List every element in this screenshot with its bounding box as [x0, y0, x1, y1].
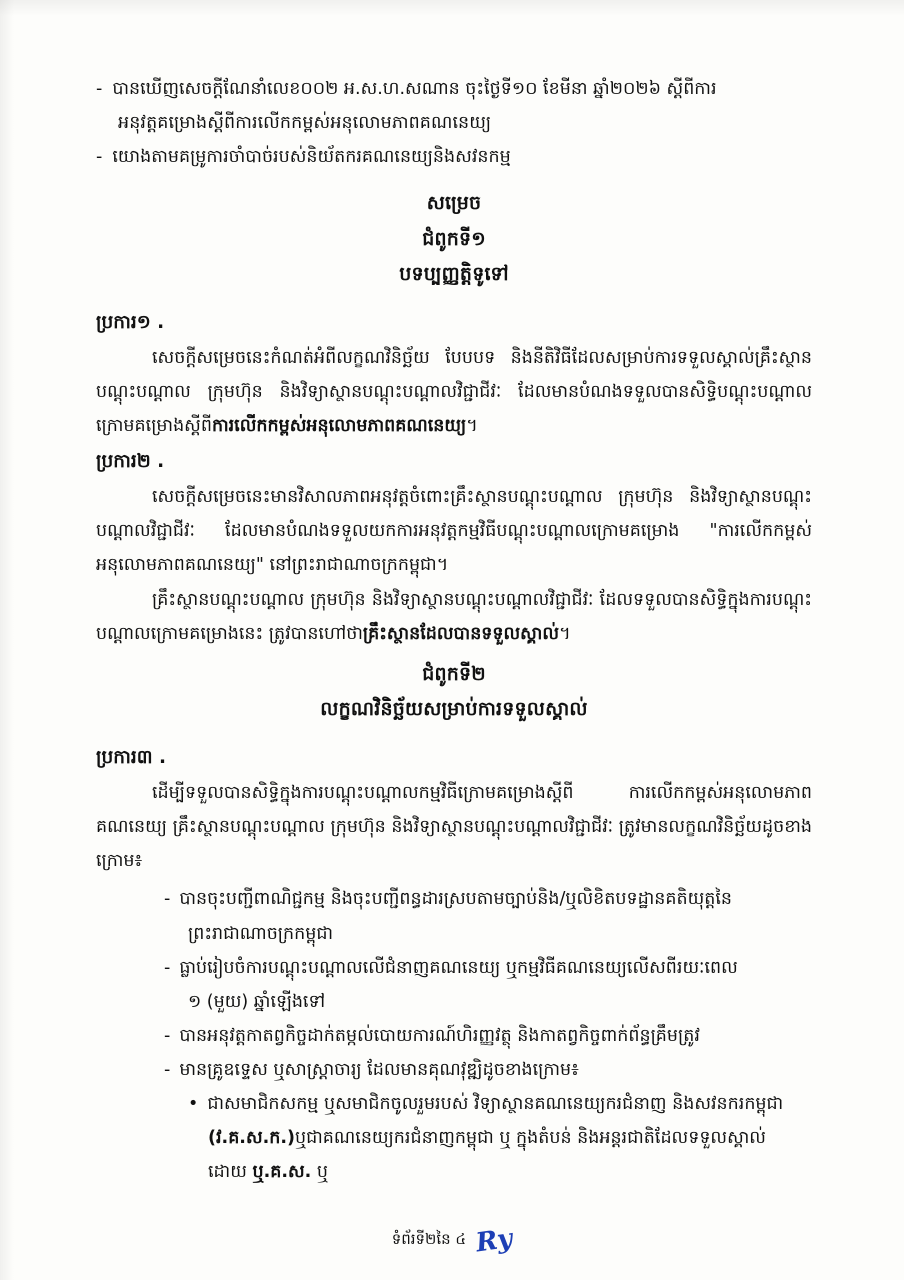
decide-heading: សម្រេច [426, 192, 482, 215]
chapter-2-title: ជំពូកទី២ [422, 662, 486, 685]
criteria-sub-item-continuation-2 [96, 1155, 812, 1189]
article-2-label: ប្រការ២ . [96, 451, 165, 473]
criteria-item-continuation: ព្រះរាជាណាចក្រកម្ពុជា [188, 923, 334, 944]
preamble-item-text: យោងតាមគម្រូការចាំបាច់របស់និយ័តករគណនេយ្យនិងសវនកម្ម [112, 147, 511, 168]
preamble-item-text: បានឃើញសេចក្ដីណែនាំលេខ០០២ អ.ស.ហ.សណាន ចុះថ្ងៃទី១០ ខែមីនា ឆ្នាំ២០២៦ ស្ដីពីការ [112, 79, 717, 99]
article-1-text-c: ។ [466, 416, 478, 437]
criteria-item-text: មានគ្រូឧទ្ទេស ឬសាស្ត្រាចារ្យ ដែលមានគុណវុឌ្ឍិដូចខាងក្រោម៖ [179, 1060, 579, 1081]
criteria-item-text: ធ្លាប់រៀបចំការបណ្ដុះបណ្ដាលលើជំនាញគណនេយ្យ ឬកម្មវិធីគណនេយ្យលើសពីរយៈពេល [179, 957, 738, 978]
criteria-sub-item-continuation [96, 1121, 812, 1155]
criteria-item [96, 951, 812, 985]
page-footer [0, 1223, 904, 1259]
criteria-item-text: បានអនុវត្តកាតព្វកិច្ចដាក់តម្កល់បោយការណ៍ហិរញ្ញវត្ថុ និងកាតព្វកិច្ចពាក់ព័ន្ធគ្រឹមត្រូវ [179, 1025, 700, 1046]
preamble-item [96, 140, 812, 174]
criteria-item-text: បានចុះបញ្ជីពាណិជ្ជកម្ម និងចុះបញ្ជីពន្ធដារស្របតាមច្បាប់និង/ឬលិខិតបទដ្ឋានគតិយុត្តនៃ [179, 889, 733, 910]
dash-marker: - [164, 1060, 171, 1081]
criteria-sub-item-text-c: ឬជាគណនេយ្យករជំនាញកម្ពុជា ឬ ក្នុងតំបន់ និងអន្តរជាតិដែលទទួលស្គាល់ [295, 1128, 766, 1149]
criteria-item [96, 1053, 812, 1087]
article-2-paragraph-2 [96, 583, 812, 651]
criteria-item-continuation: ១ (មួយ) ឆ្នាំឡើងទៅ [188, 991, 326, 1012]
abbreviation-1: (វ.គ.ស.ក.) [208, 1128, 296, 1149]
page-edge-shadow-top [0, 0, 904, 16]
article-2-paragraph-1: សេចក្ដីសម្រេចនេះមានវិសាលភាពអនុវត្តចំពោះគ្រឹះស្ថានបណ្ដុះបណ្ដាល ក្រុមហ៊ុន និងវិទ្យាស្ថានបណ្ដុះបណ្ដាលវិជ្ជាជីវៈ ដែលមានបំណងទទួលយកការអនុវត្តកម្មវិធីបណ្ដុះបណ្ដាលក្រោមគម្រោង "ការលើកកម្ពស់អនុលោមភាពគណនេយ្យ" នៅព្រះរាជាណាចក្រកម្ពុជា។ [96, 487, 812, 576]
criteria-item [96, 1019, 812, 1053]
bullet-marker: • [188, 1094, 199, 1115]
article-2-highlight: គ្រឹះស្ថានដែលបានទទួលស្គាល់ [362, 623, 560, 644]
criteria-sub-item [96, 1087, 812, 1121]
document-content [96, 72, 812, 1190]
article-1-highlight: ការលើកកម្ពស់អនុលោមភាពគណនេយ្យ [211, 416, 467, 437]
dash-marker: - [164, 957, 171, 978]
chapter-1-title: ជំពូកទី១ [422, 227, 486, 250]
abbreviation-2: ឬ.គ.ស. [252, 1162, 312, 1183]
dash-marker: - [164, 889, 171, 910]
article-1-text-a: សេចក្ដីសម្រេចនេះកំណត់អំពីលក្ខណវិនិច្ឆ័យ បែបបទ និងនីតិវិធីដែលសម្រាប់ការទទួលស្គាល់គ្រឹះស្ថានបណ្ដុះបណ្ដាល ក្រុមហ៊ុន និងវិទ្យាស្ថានបណ្ដុះបណ្ដាលវិជ្ជាជីវៈ ដែលមានបំណងទទួលបានសិទ្ធិបណ្ដុះបណ្ដាលក្រោមគម្រោងស្ដីពី [96, 347, 812, 437]
criteria-sub-item-text-d: ដោយ [208, 1162, 247, 1183]
criteria-sub-item-text-f: ឬ [316, 1162, 328, 1183]
article-1-body [96, 341, 812, 443]
article-2-text-a: គ្រឹះស្ថានបណ្ដុះបណ្ដាល ក្រុមហ៊ុន និងវិទ្យាស្ថានបណ្ដុះបណ្ដាលវិជ្ជាជីវៈ ដែលទទួលបានសិទ្ធិក្នុងការបណ្ដុះបណ្ដាលក្រោមគម្រោងនេះ ត្រូវបានហៅថា [96, 589, 812, 644]
chapter-2-subtitle: លក្ខណវិនិច្ឆ័យសម្រាប់ការទទួលស្គាល់ [320, 697, 588, 720]
article-3-label: ប្រការ៣ . [96, 747, 167, 769]
preamble-item-continuation: អនុវត្តគម្រោងស្ដីពីការលើកកម្ពស់អនុលោមភាពគណនេយ្យ [118, 113, 492, 134]
dash-marker: - [164, 1025, 171, 1046]
preamble-item [96, 72, 812, 106]
chapter-1-subtitle: បទប្បញ្ញត្តិទូទៅ [399, 262, 509, 285]
page-edge-shadow-left [0, 0, 14, 1280]
article-1-label: ប្រការ១ . [96, 311, 165, 333]
dash-marker: - [96, 79, 103, 99]
dash-marker: - [96, 147, 103, 168]
criteria-list [96, 882, 812, 1189]
criteria-sub-item-text: ជាសមាជិកសកម្ម ឬសមាជិកចូលរួមរបស់ វិទ្យាស្ថានគណនេយ្យករជំនាញ និងសវនករកម្ពុជា [207, 1094, 784, 1115]
page-number-text: ទំព័រទី២នៃ ៤ [391, 1230, 467, 1248]
signature-mark: Ry [474, 1223, 515, 1259]
article-2-text-c: ។ [559, 623, 571, 644]
article-3-intro: ដើម្បីទទួលបានសិទ្ធិក្នុងការបណ្ដុះបណ្ដាលកម្មវិធីក្រោមគម្រោងស្ដីពី ការលើកកម្ពស់អនុលោមភាពគណនេយ្យ គ្រឹះស្ថានបណ្ដុះបណ្ដាល ក្រុមហ៊ុន និងវិទ្យាស្ថានបណ្ដុះបណ្ដាលវិជ្ជាជីវៈ ត្រូវមានលក្ខណវិនិច្ឆ័យដូចខាងក្រោម៖ [96, 783, 812, 872]
criteria-item [96, 882, 812, 916]
